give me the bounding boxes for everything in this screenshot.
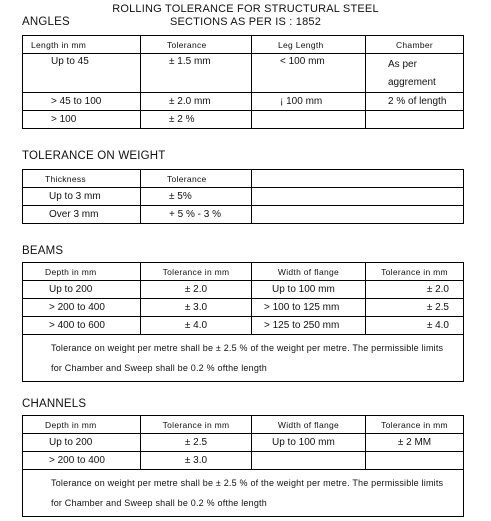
angles-cell-length: > 45 to 100 (23, 93, 141, 111)
beams-table (22, 262, 464, 382)
beams-cell-tolerance: ± 3.0 (141, 299, 252, 317)
beams-cell-width: > 125 to 250 mm (252, 317, 366, 335)
angles-cell-leg-length: < 100 mm (252, 54, 366, 93)
beams-cell-tolerance: ± 2.0 (141, 281, 252, 299)
weight-header-row (23, 170, 464, 188)
weight-heading: TOLERANCE ON WEIGHT (22, 150, 166, 162)
document-title-line-2: SECTIONS AS PER IS : 1852 (169, 16, 322, 28)
angles-cell-leg-length: ¡ 100 mm (252, 93, 366, 111)
table-row (23, 111, 464, 129)
channels-cell-tolerance: ± 2.5 (141, 434, 252, 452)
channels-cell-width (252, 452, 366, 470)
table-row (23, 93, 464, 111)
angles-cell-chamber (366, 111, 464, 129)
angles-heading: ANGLES (22, 16, 70, 28)
channels-note: Tolerance on weight per metre shall be ± 2.5 % of the weight per metre. The permissible limits for Chamber and Sweep shall be 0.2 % ofthe length (23, 470, 464, 517)
beams-cell-width: Up to 100 mm (252, 281, 366, 299)
beams-cell-width: > 100 to 125 mm (252, 299, 366, 317)
angles-cell-chamber-text: As per aggrement (388, 59, 436, 88)
document-title-line-1: ROLLING TOLERANCE FOR STRUCTURAL STEEL (112, 3, 379, 15)
table-row (23, 434, 464, 452)
channels-header-tolerance: Tolerance in mm (141, 416, 252, 434)
table-row (23, 206, 464, 224)
table-row (23, 317, 464, 335)
channels-header-depth: Depth in mm (23, 416, 141, 434)
channels-cell-tolerance: ± 3.0 (141, 452, 252, 470)
table-row (23, 281, 464, 299)
table-row (23, 452, 464, 470)
angles-cell-chamber: 2 % of length (366, 93, 464, 111)
channels-cell-depth: > 200 to 400 (23, 452, 141, 470)
weight-header-thickness: Thickness (23, 170, 141, 188)
weight-empty-cell (252, 188, 464, 206)
angles-cell-leg-length (252, 111, 366, 129)
angles-header-tolerance: Tolerance (141, 36, 252, 54)
weight-table (22, 169, 464, 224)
weight-header-tolerance: Tolerance (141, 170, 252, 188)
angles-header-length: Length in mm (23, 36, 141, 54)
angles-cell-length: Up to 45 (23, 54, 141, 93)
angles-cell-chamber (366, 54, 464, 93)
beams-cell-depth: > 200 to 400 (23, 299, 141, 317)
angles-header-leg-length: Leg Length (252, 36, 366, 54)
angles-cell-tolerance: ± 1.5 mm (141, 54, 252, 93)
angles-cell-tolerance: ± 2 % (141, 111, 252, 129)
angles-cell-length: > 100 (23, 111, 141, 129)
beams-cell-tolerance-flange: ± 2.0 (366, 281, 464, 299)
beams-cell-depth: Up to 200 (23, 281, 141, 299)
angles-header-chamber: Chamber (366, 36, 464, 54)
channels-header-row (23, 416, 464, 434)
angles-header-row (23, 36, 464, 54)
table-row (23, 188, 464, 206)
beams-header-row (23, 263, 464, 281)
beams-cell-tolerance-flange: ± 2.5 (366, 299, 464, 317)
weight-empty-cell (252, 170, 464, 188)
channels-cell-tolerance-flange (366, 452, 464, 470)
beams-header-depth: Depth in mm (23, 263, 141, 281)
channels-header-tolerance-flange: Tolerance in mm (366, 416, 464, 434)
channels-note-row (23, 470, 464, 517)
weight-cell-tolerance: + 5 % - 3 % (141, 206, 252, 224)
beams-heading: BEAMS (22, 245, 64, 257)
channels-cell-depth: Up to 200 (23, 434, 141, 452)
channels-heading: CHANNELS (22, 398, 87, 410)
beams-header-tolerance-flange: Tolerance in mm (366, 263, 464, 281)
beams-header-width: Width of flange (252, 263, 366, 281)
beams-cell-tolerance: ± 4.0 (141, 317, 252, 335)
table-row (23, 299, 464, 317)
beams-note: Tolerance on weight per metre shall be ± 2.5 % of the weight per metre. The permissible limits for Chamber and Sweep shall be 0.2 % ofthe length (23, 335, 464, 382)
beams-cell-tolerance-flange: ± 4.0 (366, 317, 464, 335)
angles-table (22, 35, 464, 129)
channels-cell-tolerance-flange: ± 2 MM (366, 434, 464, 452)
weight-cell-thickness: Up to 3 mm (23, 188, 141, 206)
channels-table (22, 415, 464, 517)
table-row (23, 54, 464, 93)
beams-note-row (23, 335, 464, 382)
channels-cell-width: Up to 100 mm (252, 434, 366, 452)
weight-cell-tolerance: ± 5% (141, 188, 252, 206)
beams-header-tolerance: Tolerance in mm (141, 263, 252, 281)
channels-header-width: Width of flange (252, 416, 366, 434)
angles-cell-tolerance: ± 2.0 mm (141, 93, 252, 111)
beams-cell-depth: > 400 to 600 (23, 317, 141, 335)
weight-empty-cell (252, 206, 464, 224)
weight-cell-thickness: Over 3 mm (23, 206, 141, 224)
